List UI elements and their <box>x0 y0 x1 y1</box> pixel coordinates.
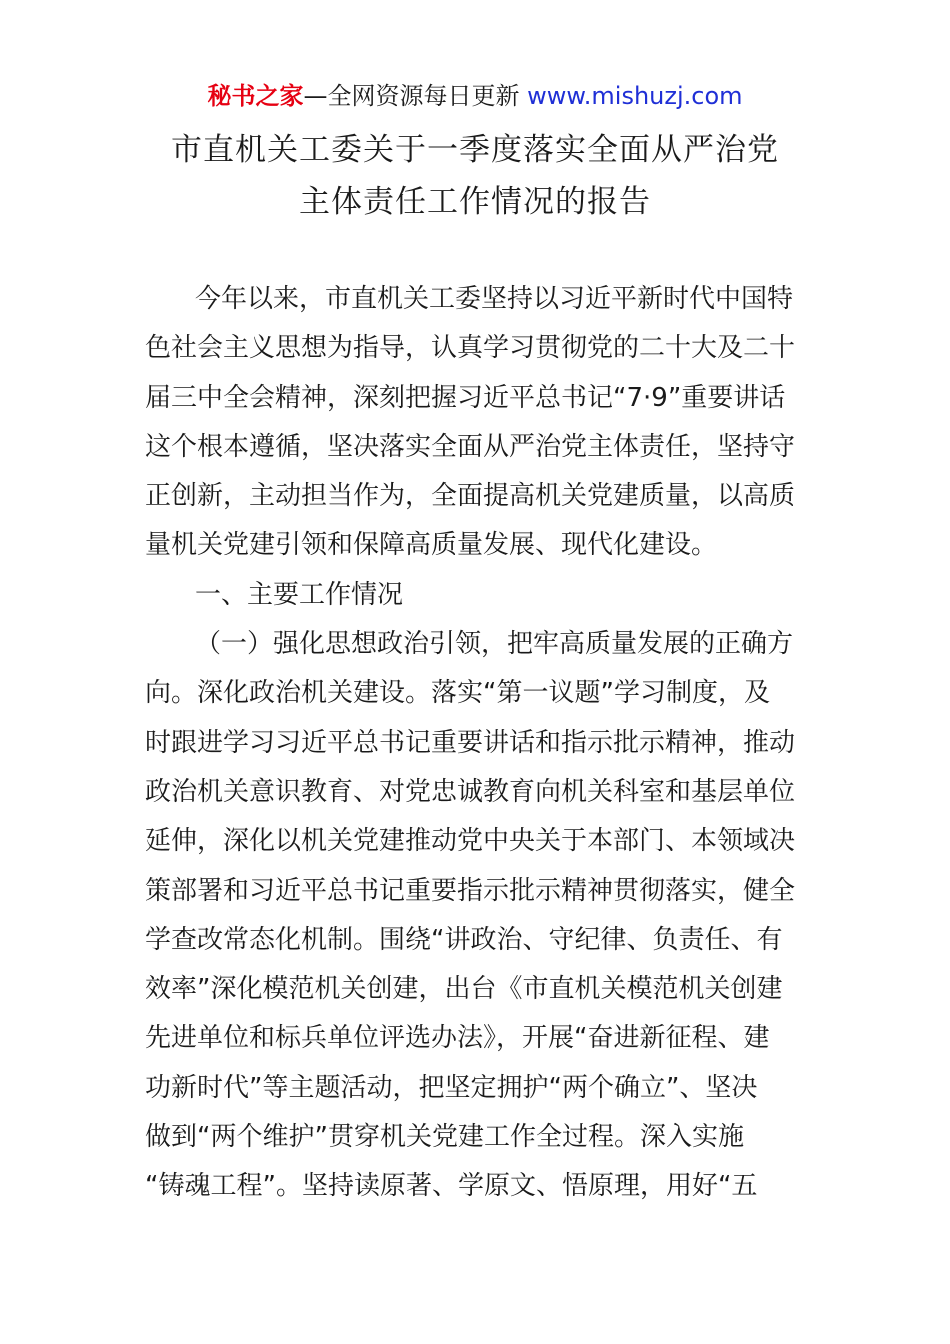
document-title <box>0 124 950 228</box>
body-line: 延伸，深化以机关党建推动党中央关于本部门、本领域决 <box>145 826 796 857</box>
title-line-1: 市直机关工委关于一季度落实全面从严治党 <box>171 132 779 168</box>
body-line: 先进单位和标兵单位评选办法》，开展“奋进新征程、建 <box>145 1023 770 1054</box>
body-line: 色社会主义思想为指导，认真学习贯彻党的二十大及二十 <box>145 333 796 364</box>
body-line: 效率”深化模范机关创建，出台《市直机关模范机关创建 <box>145 974 783 1005</box>
body-line: 向。深化政治机关建设。落实“第一议题”学习制度，及 <box>145 678 770 709</box>
brand-name: 秘书之家 <box>207 82 304 110</box>
subsection-heading-line: （一）强化思想政治引领，把牢高质量发展的正确方 <box>195 629 794 660</box>
body-line: 学查改常态化机制。围绕“讲政治、守纪律、负责任、有 <box>145 924 783 955</box>
body-line: 做到“两个维护”贯穿机关党建工作全过程。深入实施 <box>145 1122 744 1153</box>
body-line: “铸魂工程”。坚持读原著、学原文、悟原理，用好“五 <box>145 1171 758 1202</box>
body-line: 功新时代”等主题活动，把坚定拥护“两个确立”、坚决 <box>145 1072 758 1103</box>
body-line: 策部署和习近平总书记重要指示批示精神贯彻落实，健全 <box>145 875 796 906</box>
body-line: 这个根本遵循，坚决落实全面从严治党主体责任，坚持守 <box>145 431 796 462</box>
body-line: 届三中全会精神，深刻把握习近平总书记“7·9”重要讲话 <box>145 382 786 413</box>
body-line: 政治机关意识教育、对党忠诚教育向机关科室和基层单位 <box>145 776 796 807</box>
brand-tagline: —全网资源每日更新 <box>303 82 520 110</box>
section-heading: 一、主要工作情况 <box>195 579 404 610</box>
document-body <box>145 275 810 1212</box>
body-line: 正创新，主动担当作为，全面提高机关党建质量，以高质 <box>145 481 796 512</box>
body-line: 今年以来，市直机关工委坚持以习近平新时代中国特 <box>195 284 794 314</box>
site-url-link[interactable]: www.mishuzj.com <box>527 82 743 110</box>
body-line: 量机关党建引领和保障高质量发展、现代化建设。 <box>145 530 718 561</box>
title-line-2: 主体责任工作情况的报告 <box>299 184 651 220</box>
body-line: 时跟进学习习近平总书记重要讲话和指示批示精神，推动 <box>145 727 796 758</box>
site-banner <box>0 80 950 112</box>
